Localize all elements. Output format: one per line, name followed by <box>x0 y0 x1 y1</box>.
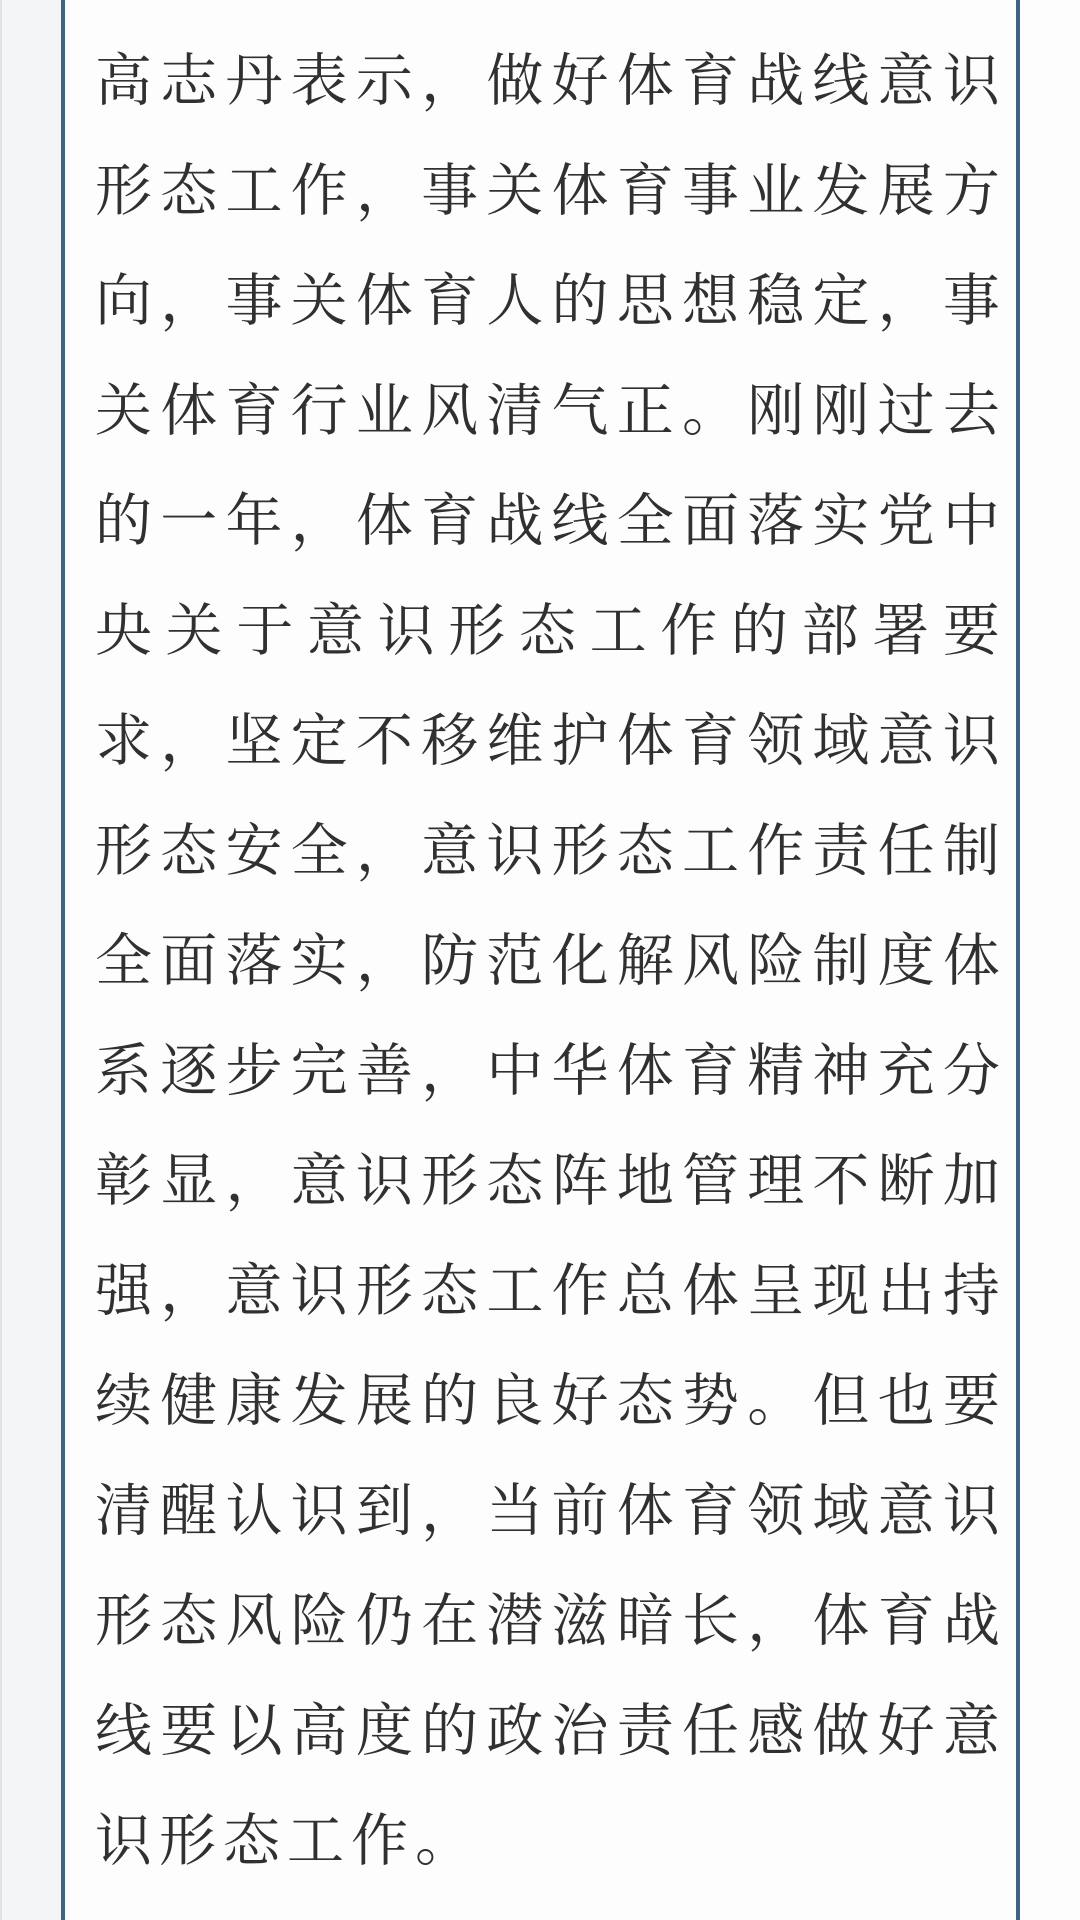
character: 工 <box>589 599 647 663</box>
character: ， <box>747 1589 805 1653</box>
character: 醒 <box>160 1479 218 1543</box>
character: 形 <box>448 599 506 663</box>
character: 意 <box>942 1699 1000 1763</box>
character: 但 <box>812 1369 870 1433</box>
character: 形 <box>95 1589 152 1653</box>
character: 不 <box>812 1149 870 1213</box>
character: 清 <box>486 379 544 443</box>
character: 部 <box>801 599 859 663</box>
character: 总 <box>616 1259 674 1323</box>
character: 好 <box>877 1699 935 1763</box>
character: 一 <box>160 489 218 553</box>
character: 现 <box>812 1259 870 1323</box>
character: 育 <box>421 489 479 553</box>
character: 显 <box>160 1149 218 1213</box>
character: 育 <box>681 49 739 113</box>
character: 前 <box>551 1479 609 1543</box>
character: 关 <box>290 269 348 333</box>
text-line <box>95 1016 1000 1126</box>
character: 展 <box>877 159 935 223</box>
character: 事 <box>225 269 283 333</box>
character: 步 <box>225 1039 283 1103</box>
character: 作 <box>747 819 805 883</box>
character: 事 <box>681 159 739 223</box>
character: 体 <box>812 1589 870 1653</box>
character: 识 <box>942 1479 1000 1543</box>
character: 好 <box>551 49 609 113</box>
character: 化 <box>551 929 609 993</box>
character: 形 <box>355 1259 413 1323</box>
character: 任 <box>877 819 935 883</box>
character: 体 <box>355 269 413 333</box>
text-line <box>95 906 1000 1016</box>
character: 形 <box>95 819 152 883</box>
character: 仍 <box>355 1589 413 1653</box>
character: 工 <box>287 1809 344 1873</box>
text-line <box>95 1786 1000 1896</box>
character: 定 <box>812 269 870 333</box>
character: 态 <box>160 1589 218 1653</box>
character: 定 <box>290 709 348 773</box>
character: 表 <box>290 49 348 113</box>
character: 形 <box>551 819 609 883</box>
character: 识 <box>942 49 1000 113</box>
character: 体 <box>616 49 674 113</box>
character: 关 <box>165 599 223 663</box>
character: 实 <box>812 489 870 553</box>
character: 风 <box>421 379 479 443</box>
character: 加 <box>942 1149 1000 1213</box>
character: 的 <box>95 489 152 553</box>
character: 风 <box>681 929 739 993</box>
character: 过 <box>877 379 935 443</box>
character: 刚 <box>747 379 805 443</box>
character: 要 <box>942 599 1000 663</box>
character: 。 <box>681 379 739 443</box>
character: ， <box>355 159 413 223</box>
character: 志 <box>160 49 218 113</box>
character: 势 <box>681 1369 739 1433</box>
character: 华 <box>551 1039 609 1103</box>
text-line <box>95 1126 1000 1236</box>
text-line <box>95 466 1000 576</box>
character: 感 <box>747 1699 805 1763</box>
character: 全 <box>95 929 152 993</box>
text-line <box>95 136 1000 246</box>
text-line <box>95 686 1000 796</box>
text-line <box>95 356 1000 466</box>
character: 育 <box>421 269 479 333</box>
character: 战 <box>747 49 805 113</box>
character: 持 <box>942 1259 1000 1323</box>
character: 行 <box>290 379 348 443</box>
character: 态 <box>616 819 674 883</box>
character: 态 <box>518 599 576 663</box>
character: 中 <box>942 489 1000 553</box>
character: 彰 <box>95 1149 152 1213</box>
character: ， <box>877 269 935 333</box>
quote-border-left <box>61 0 65 1920</box>
character: 领 <box>747 709 805 773</box>
character: 识 <box>95 1809 152 1873</box>
character: 不 <box>355 709 413 773</box>
character: 要 <box>942 1369 1000 1433</box>
character: ， <box>421 49 479 113</box>
character: ， <box>355 819 413 883</box>
character: 态 <box>421 1259 479 1323</box>
text-line <box>95 1676 1000 1786</box>
character: 高 <box>95 49 152 113</box>
character: 神 <box>812 1039 870 1103</box>
character: 体 <box>551 159 609 223</box>
character: 风 <box>225 1589 283 1653</box>
character: 体 <box>942 929 1000 993</box>
character: 落 <box>747 489 805 553</box>
character: 战 <box>486 489 544 553</box>
character: 也 <box>877 1369 935 1433</box>
character: 体 <box>616 709 674 773</box>
character: 体 <box>681 1259 739 1323</box>
character: 态 <box>223 1809 280 1873</box>
character: 精 <box>747 1039 805 1103</box>
character: 度 <box>355 1699 413 1763</box>
character: 任 <box>681 1699 739 1763</box>
character: 的 <box>730 599 788 663</box>
character: 意 <box>306 599 364 663</box>
character: 意 <box>421 819 479 883</box>
character: 育 <box>225 379 283 443</box>
character: 政 <box>486 1699 544 1763</box>
character: 事 <box>942 269 1000 333</box>
character: 态 <box>160 159 218 223</box>
character: 育 <box>681 1039 739 1103</box>
character: 面 <box>160 929 218 993</box>
character: 作 <box>551 1259 609 1323</box>
character: ， <box>160 269 218 333</box>
text-line <box>95 246 1000 356</box>
character: 阵 <box>551 1149 609 1213</box>
character: 想 <box>681 269 739 333</box>
character: 断 <box>877 1149 935 1213</box>
character: 落 <box>225 929 283 993</box>
character: 要 <box>160 1699 218 1763</box>
text-line <box>95 1456 1000 1566</box>
character: 高 <box>290 1699 348 1763</box>
character: 发 <box>290 1369 348 1433</box>
character: 人 <box>486 269 544 333</box>
character: ， <box>225 1149 283 1213</box>
character: 续 <box>95 1369 152 1433</box>
character: 党 <box>877 489 935 553</box>
character: 识 <box>290 1259 348 1323</box>
character: 防 <box>421 929 479 993</box>
character: 意 <box>877 1479 935 1543</box>
character: 态 <box>486 1149 544 1213</box>
character: 在 <box>421 1589 479 1653</box>
character: 署 <box>872 599 930 663</box>
character: 移 <box>421 709 479 773</box>
character: 方 <box>942 159 1000 223</box>
character: 求 <box>95 709 152 773</box>
left-gutter <box>2 0 61 1920</box>
character: 战 <box>942 1589 1000 1653</box>
character: 工 <box>225 159 283 223</box>
character: 思 <box>616 269 674 333</box>
character: 分 <box>942 1039 1000 1103</box>
character: 态 <box>160 819 218 883</box>
character: 识 <box>290 1479 348 1543</box>
character: 当 <box>486 1479 544 1543</box>
character: ， <box>355 929 413 993</box>
character: ， <box>290 489 348 553</box>
character: 中 <box>486 1039 544 1103</box>
character: 做 <box>486 49 544 113</box>
character: 正 <box>616 379 674 443</box>
character: 认 <box>225 1479 283 1543</box>
character: 好 <box>551 1369 609 1433</box>
character: 全 <box>616 489 674 553</box>
character: 体 <box>616 1039 674 1103</box>
character: 清 <box>95 1479 152 1543</box>
character: 意 <box>290 1149 348 1213</box>
character: 的 <box>421 1699 479 1763</box>
character: 责 <box>616 1699 674 1763</box>
character: 潜 <box>486 1589 544 1653</box>
character: 全 <box>290 819 348 883</box>
character: 体 <box>616 1479 674 1543</box>
character: 稳 <box>747 269 805 333</box>
character: 范 <box>486 929 544 993</box>
character: 意 <box>225 1259 283 1323</box>
character: 。 <box>415 1809 472 1873</box>
character: 识 <box>355 1149 413 1213</box>
character: 形 <box>421 1149 479 1213</box>
character: 的 <box>421 1369 479 1433</box>
text-line <box>95 1346 1000 1456</box>
character: 线 <box>812 49 870 113</box>
character: ， <box>160 1259 218 1323</box>
character: 长 <box>681 1589 739 1653</box>
character: 体 <box>160 379 218 443</box>
character: 以 <box>225 1699 283 1763</box>
character: 系 <box>95 1039 152 1103</box>
quote-border-right <box>1016 0 1020 1920</box>
text-line <box>95 26 1000 136</box>
character: 域 <box>812 1479 870 1543</box>
character: 域 <box>812 709 870 773</box>
character: 刚 <box>812 379 870 443</box>
text-line <box>95 1236 1000 1346</box>
character: 气 <box>551 379 609 443</box>
character: 坚 <box>225 709 283 773</box>
character: 意 <box>877 49 935 113</box>
character: 责 <box>812 819 870 883</box>
character: 强 <box>95 1259 152 1323</box>
character: 事 <box>421 159 479 223</box>
character: 向 <box>95 269 152 333</box>
character: 央 <box>95 599 152 663</box>
character: 业 <box>355 379 413 443</box>
character: 良 <box>486 1369 544 1433</box>
character: 意 <box>877 709 935 773</box>
character: 。 <box>747 1369 805 1433</box>
character: 作 <box>351 1809 408 1873</box>
character: ， <box>421 1479 479 1543</box>
character: 健 <box>160 1369 218 1433</box>
character: 识 <box>377 599 435 663</box>
character: 善 <box>355 1039 413 1103</box>
character: 险 <box>747 929 805 993</box>
character: 实 <box>290 929 348 993</box>
character: 工 <box>486 1259 544 1323</box>
character: 育 <box>681 709 739 773</box>
character: 去 <box>942 379 1000 443</box>
character: 体 <box>355 489 413 553</box>
character: 呈 <box>747 1259 805 1323</box>
character: 解 <box>616 929 674 993</box>
character: 制 <box>942 819 1000 883</box>
character: 康 <box>225 1369 283 1433</box>
character: ， <box>160 709 218 773</box>
character: 关 <box>95 379 152 443</box>
character: 工 <box>681 819 739 883</box>
character: 面 <box>681 489 739 553</box>
character: 的 <box>551 269 609 333</box>
character: 线 <box>95 1699 152 1763</box>
character: 形 <box>159 1809 216 1873</box>
text-line <box>95 1566 1000 1676</box>
character: 示 <box>355 49 413 113</box>
character: 理 <box>747 1149 805 1213</box>
character: 管 <box>681 1149 739 1213</box>
text-line <box>95 796 1000 906</box>
character: ， <box>421 1039 479 1103</box>
character: 作 <box>290 159 348 223</box>
character: 度 <box>877 929 935 993</box>
character: 维 <box>486 709 544 773</box>
character: 滋 <box>551 1589 609 1653</box>
character: 作 <box>660 599 718 663</box>
character: 关 <box>486 159 544 223</box>
character: 育 <box>877 1589 935 1653</box>
character: 丹 <box>225 49 283 113</box>
character: 形 <box>95 159 152 223</box>
character: 业 <box>747 159 805 223</box>
character: 制 <box>812 929 870 993</box>
character: 险 <box>290 1589 348 1653</box>
character: 治 <box>551 1699 609 1763</box>
character: 年 <box>225 489 283 553</box>
character: 发 <box>812 159 870 223</box>
character: 线 <box>551 489 609 553</box>
character: 出 <box>877 1259 935 1323</box>
character: 暗 <box>616 1589 674 1653</box>
character: 育 <box>681 1479 739 1543</box>
character: 充 <box>877 1039 935 1103</box>
article-paragraph <box>95 26 1000 1896</box>
text-line <box>95 576 1000 686</box>
character: 护 <box>551 709 609 773</box>
character: 态 <box>616 1369 674 1433</box>
character: 完 <box>290 1039 348 1103</box>
character: 到 <box>355 1479 413 1543</box>
character: 做 <box>812 1699 870 1763</box>
character: 安 <box>225 819 283 883</box>
character: 领 <box>747 1479 805 1543</box>
character: 地 <box>616 1149 674 1213</box>
character: 识 <box>942 709 1000 773</box>
character: 逐 <box>160 1039 218 1103</box>
character: 展 <box>355 1369 413 1433</box>
character: 识 <box>486 819 544 883</box>
character: 育 <box>616 159 674 223</box>
character: 于 <box>236 599 294 663</box>
